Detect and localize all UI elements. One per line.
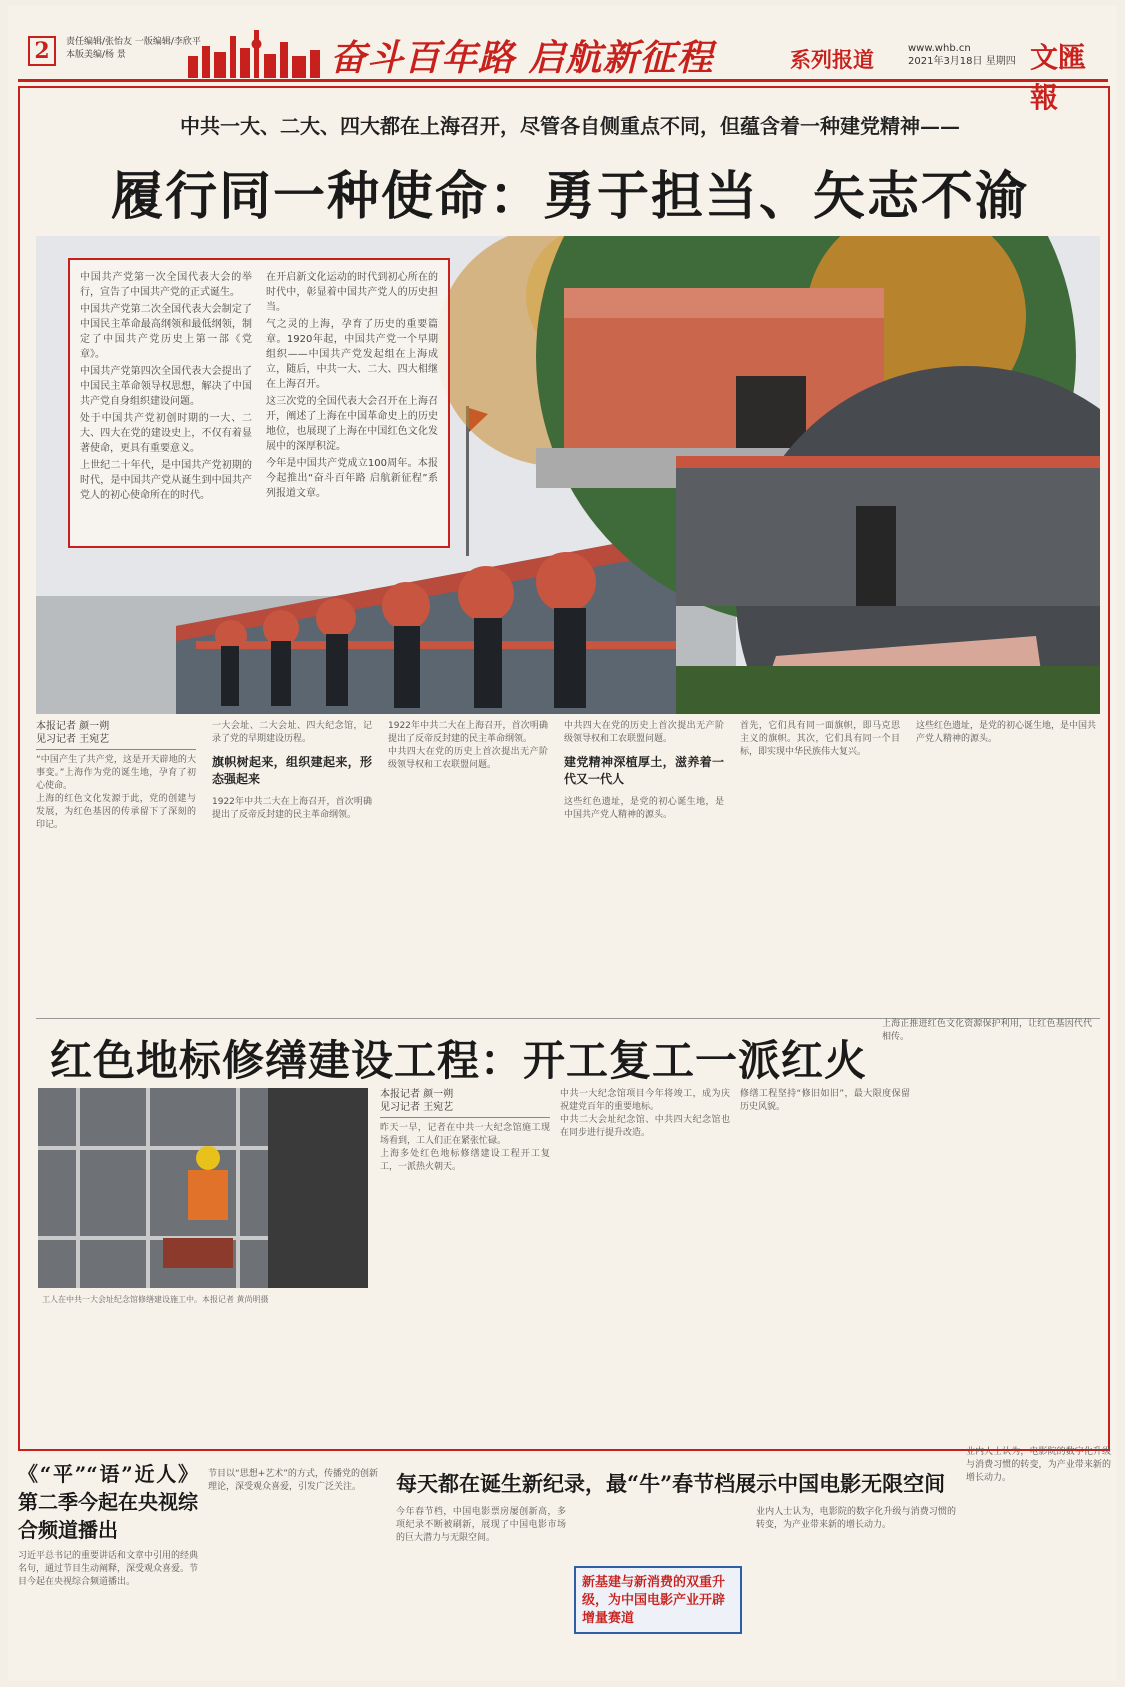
byline-reporter: 本报记者 颜一朔	[380, 1089, 454, 1100]
intro-paragraph: 这三次党的全国代表大会召开在上海召开，阐述了上海在中国革命史上的历史地位，也展现了上海在中国红色文化发展中的深厚积淀。	[266, 396, 438, 452]
newspaper-page	[8, 6, 1117, 1681]
article-column	[212, 720, 372, 1012]
article-column	[36, 720, 196, 1012]
article2-paragraph: 修缮工程坚持“修旧如旧”，最大限度保留历史风貌。	[740, 1089, 910, 1112]
article2-column	[560, 1088, 730, 1323]
article-paragraph: 首先，它们具有同一面旗帜，即马克思主义的旗帜。其次，它们具有同一个目标，即实现中华民族伟大复兴。	[740, 721, 900, 757]
page-number: 2	[28, 36, 56, 66]
intro-paragraph: 中国共产党第二次全国代表大会制定了中国民主革命最高纲领和最低纲领，制定了中国共产党历史上第一部《党章》。	[80, 304, 252, 360]
section-subhead: 旗帜树起来，组织建起来，形态强起来	[212, 755, 372, 786]
article2-paragraph: 上海多处红色地标修缮建设工程开工复工，一派热火朝天。	[380, 1149, 550, 1172]
intro-paragraph: 今年是中国共产党成立100周年。本报今起推出“奋斗百年路 启航新征程”系列报道文章。	[266, 458, 438, 499]
paper-logo: 文匯報	[1030, 41, 1087, 114]
intro-box	[68, 258, 450, 548]
article2-column	[380, 1088, 550, 1323]
masthead	[18, 22, 1108, 114]
article2-paragraph: 中共二大会址纪念馆、中共四大纪念馆也在同步进行提升改造。	[560, 1115, 730, 1138]
intro-paragraph: 中国共产党第一次全国代表大会的举行，宣告了中国共产党的正式诞生。	[80, 272, 252, 298]
article-paragraph: 这些红色遗址，是党的初心诞生地，是中国共产党人精神的源头。	[916, 721, 1096, 744]
article2-paragraph: 昨天一早，记者在中共一大纪念馆施工现场看到，工人们正在紧张忙碌。	[380, 1123, 550, 1146]
bottom-center-text: 今年春节档，中国电影票房屡创新高，多项纪录不断被刷新，展现了中国电影市场的巨大潜力与无限空间。	[396, 1507, 566, 1543]
article2-paragraph: 中共一大纪念馆项目今年将竣工，成为庆祝建党百年的重要地标。	[560, 1089, 730, 1112]
intro-paragraph: 在开启新文化运动的时代到初心所在的时代中，彰显着中国共产党人的历史担当。	[266, 272, 438, 313]
bottom-right-text: 业内人士认为，电影院的数字化升级与消费习惯的转变，为产业带来新的增长动力。	[756, 1507, 956, 1530]
article2-right-column	[882, 1018, 1092, 1318]
worker-photo	[38, 1088, 368, 1288]
bottom-far-right-column	[966, 1446, 1111, 1666]
byline	[36, 720, 196, 750]
bottom-mid-text: 节目以“思想+艺术”的方式，传播党的创新理论，深受观众喜爱，引发广泛关注。	[208, 1469, 378, 1492]
article-paragraph: 1922年中共二大在上海召开，首次明确提出了反帝反封建的民主革命纲领。	[212, 797, 372, 820]
pull-quote: 新基建与新消费的双重升级，为中国电影产业开辟增量赛道	[582, 1575, 726, 1626]
date-website	[908, 42, 1028, 68]
bottom-right-column	[756, 1506, 956, 1687]
hero-photo-collage	[36, 236, 1100, 714]
feature-frame	[18, 86, 1110, 1451]
section-subhead: 建党精神深植厚土，滋养着一代又一代人	[564, 755, 724, 786]
construction-photo	[38, 1088, 368, 1288]
byline	[380, 1088, 550, 1118]
article2-paragraph: 上海正推进红色文化资源保护利用，让红色基因代代相传。	[882, 1019, 1092, 1042]
bottom-right-text: 业内人士认为，电影院的数字化升级与消费习惯的转变，为产业带来新的增长动力。	[966, 1447, 1111, 1483]
article-paragraph: “中国产生了共产党，这是开天辟地的大事变。”上海作为党的诞生地，孕育了初心使命。	[36, 755, 196, 791]
article2-headline: 红色地标修缮建设工程：开工复工一派红火	[50, 1036, 868, 1085]
website: www.whb.cn	[908, 43, 971, 54]
article-paragraph: 上海的红色文化发源于此，党的创建与发展，为红色基因的传承留下了深刻的印记。	[36, 794, 196, 830]
issue-date: 2021年3月18日 星期四	[908, 56, 1016, 67]
bottom-mid-column	[208, 1468, 378, 1687]
pull-quote-box	[574, 1566, 742, 1634]
series-banner: 奋斗百年路 启航新征程	[330, 38, 714, 79]
intro-paragraph: 中国共产党第四次全国代表大会提出了中国民主革命领导权思想，解决了中国共产党自身组织建设问题。	[80, 366, 252, 407]
article-paragraph: 这些红色遗址，是党的初心诞生地，是中国共产党人精神的源头。	[564, 797, 724, 820]
article-column	[564, 720, 724, 1012]
intro-text	[80, 270, 438, 504]
article-body	[36, 720, 1100, 1012]
editors-credit: 责任编辑/张怡友 一版编辑/李欣平 本版美编/杨 景	[66, 37, 201, 60]
byline-intern: 见习记者 王宛艺	[380, 1102, 454, 1113]
article-headline: 履行同一种使命：勇于担当、矢志不渝	[110, 166, 1029, 227]
bottom-left-text: 习近平总书记的重要讲话和文章中引用的经典名句，通过节目生动阐释，深受观众喜爱。节目今起在央视综合频道播出。	[18, 1551, 198, 1587]
photo-caption: 工人在中共一大会址纪念馆修缮建设施工中。本报记者 黄尚明摄	[42, 1295, 269, 1304]
intro-paragraph: 处于中国共产党初创时期的一大、二大、四大在党的建设史上，不仅有着显著使命，更具有重要意义。	[80, 413, 252, 454]
byline-intern: 见习记者 王宛艺	[36, 734, 110, 745]
bottom-center-headline: 每天都在诞生新纪录，最“牛”春节档展示中国电影无限空间	[396, 1471, 946, 1496]
series-label: 系列报道	[790, 47, 874, 72]
article-column	[916, 720, 1096, 1012]
bottom-left-article	[18, 1460, 198, 1680]
article-paragraph: 1922年中共二大在上海召开，首次明确提出了反帝反封建的民主革命纲领。	[388, 721, 548, 744]
bottom-left-headline: 《“平”“语”近人》第二季今起在央视综合频道播出	[18, 1462, 198, 1542]
intro-paragraph: 上世纪二十年代，是中国共产党初期的时代，是中国共产党从诞生到中国共产党人的初心使命所在的时代。	[80, 460, 252, 501]
skyline-graphic	[188, 26, 328, 78]
article-paragraph: 中共四大在党的历史上首次提出无产阶级领导权和工农联盟问题。	[388, 747, 548, 770]
article-column	[740, 720, 900, 1012]
bottom-center-column	[396, 1506, 566, 1687]
article-column	[388, 720, 548, 1012]
article-paragraph: 中共四大在党的历史上首次提出无产阶级领导权和工农联盟问题。	[564, 721, 724, 744]
intro-paragraph: 气之灵的上海，孕育了历史的重要篇章。1920年起，中国共产党一个早期组织——中国共产党发起组在上海成立，随后，中共一大、二大、四大相继在上海召开。	[266, 319, 438, 390]
article-kicker: 中共一大、二大、四大都在上海召开，尽管各自侧重点不同，但蕴含着一种建党精神——	[180, 114, 960, 138]
byline-reporter: 本报记者 颜一朔	[36, 721, 110, 732]
article-paragraph: 一大会址、二大会址、四大纪念馆，记录了党的早期建设历程。	[212, 721, 372, 744]
